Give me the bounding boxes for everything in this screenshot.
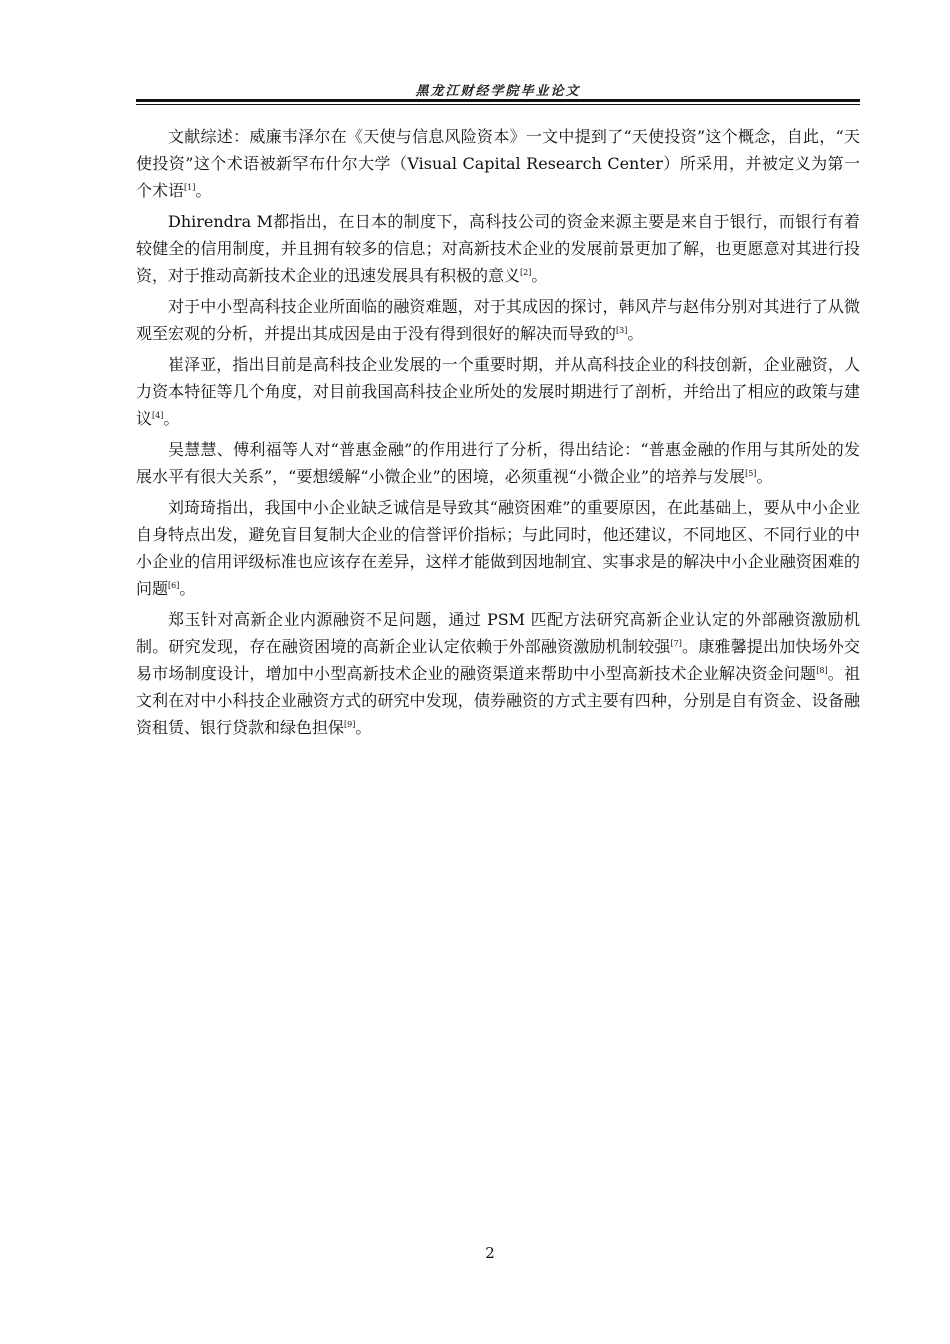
header-rule-thick: [136, 99, 860, 102]
citation-ref: [9]: [344, 720, 356, 729]
paragraph-wu-fu: [136, 436, 860, 490]
citation-ref: [8]: [816, 666, 828, 675]
paragraph-cui: [136, 351, 860, 432]
citation-ref: [5]: [745, 469, 757, 478]
paragraph-text: 吴慧慧、傅利福等人对“普惠金融”的作用进行了分析，得出结论：“普惠金融的作用与其所处的发展水平有很大关系”，“要想缓解“小微企业”的困境，必须重视“小微企业”的培养与发展: [136, 440, 860, 486]
paragraph-end: 。: [756, 467, 773, 486]
paragraph-end: 。: [531, 266, 548, 285]
paragraph-end: 。: [163, 409, 180, 428]
citation-ref: [4]: [152, 411, 164, 420]
paragraph-han-zhao: [136, 293, 860, 347]
document-body: [136, 123, 860, 745]
paragraph-liu: [136, 494, 860, 602]
paragraph-text: 。康雅馨提出加快场外交易市场制度设计，增加中小型高新技术企业的融资渠道来帮助中小型高新技术企业解决资金问题: [136, 637, 860, 683]
paragraph-text: 崔泽亚，指出目前是高科技企业发展的一个重要时期，并从高科技企业的科技创新，企业融资，人力资本特征等几个角度，对目前我国高科技企业所处的发展时期进行了剖析，并给出了相应的政策与建议: [136, 355, 860, 428]
paragraph-end: 。: [179, 579, 196, 598]
paragraph-text: 文献综述：威廉韦泽尔在《天使与信息风险资本》一文中提到了“天使投资”这个概念，自此，“天使投资”这个术语被新罕布什尔大学（Visual Capital Research Center）所采用，并被定义为第一个术语: [136, 127, 860, 200]
paragraph-text: 郑玉针对高新企业内源融资不足问题，通过 PSM 匹配方法研究高新企业认定的外部融资激励机制。研究发现，存在融资困境的高新企业认定依赖于外部融资激励机制较强: [136, 610, 860, 656]
paragraph-end: 。: [195, 181, 212, 200]
paragraph-zheng-kang-zu: [136, 606, 860, 741]
page-number: 2: [485, 1244, 495, 1262]
citation-ref: [6]: [168, 581, 180, 590]
paragraph-text: 刘琦琦指出，我国中小企业缺乏诚信是导致其“融资困难”的重要原因，在此基础上，要从中小企业自身特点出发，避免盲目复制大企业的信誉评价指标；与此同时，他还建议，不同地区、不同行业的中小企业的信用评级标准也应该存在差异，这样才能做到因地制宜、实事求是的解决中小企业融资困难的问题: [136, 498, 860, 598]
citation-ref: [3]: [616, 326, 628, 335]
citation-ref: [2]: [520, 268, 532, 277]
paragraph-literature-review: [136, 123, 860, 204]
paragraph-text: 。祖文利在对中小科技企业融资方式的研究中发现，债券融资的方式主要有四种，分别是自有资金、设备融资租赁、银行贷款和绿色担保: [136, 664, 860, 737]
paragraph-dhirendra: [136, 208, 860, 289]
paragraph-end: 。: [627, 324, 644, 343]
citation-ref: [7]: [670, 639, 682, 648]
paragraph-end: 。: [355, 718, 372, 737]
citation-ref: [1]: [184, 183, 196, 192]
header-rule-thin: [136, 104, 860, 105]
page-header-title: 黑龙江财经学院毕业论文: [415, 84, 581, 99]
paragraph-text: 对于中小型高科技企业所面临的融资难题，对于其成因的探讨，韩风芹与赵伟分别对其进行了从微观至宏观的分析，并提出其成因是由于没有得到很好的解决而导致的: [136, 297, 860, 343]
paragraph-text: Dhirendra M都指出，在日本的制度下，高科技公司的资金来源主要是来自于银行，而银行有着较健全的信用制度，并且拥有较多的信息；对高新技术企业的发展前景更加了解，也更愿意对其进行投资，对于推动高新技术企业的迅速发展具有积极的意义: [136, 212, 860, 285]
